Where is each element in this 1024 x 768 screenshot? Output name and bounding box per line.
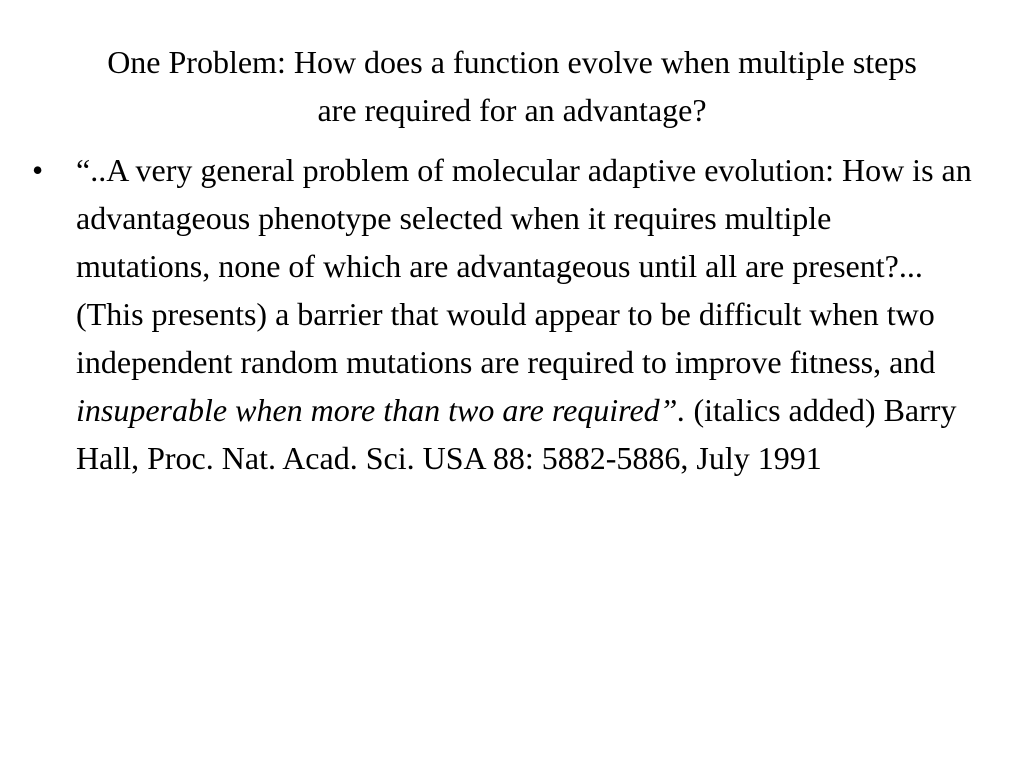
- slide-title: One Problem: How does a function evolve when multiple steps are required for an advantage?: [107, 44, 917, 128]
- bullet-text: [76, 152, 972, 476]
- bullet-item-quote: [32, 146, 972, 482]
- quote-text: “..A very general problem of molecular adaptive evolution: How is an advantageous phenotype selected when it requires multiple mutations, none of which are advantageous until all are present?... (This presents) a barrier that would appear to be difficult when two independent random mutations are required to improve fitness, and: [76, 152, 972, 380]
- citation-text: (italics added) Barry Hall, Proc. Nat. Acad. Sci. USA 88: 5882-5886, July 1991: [76, 392, 957, 476]
- bullet-marker: •: [32, 152, 44, 188]
- quote-italic-text: insuperable when more than two are required”.: [76, 392, 686, 428]
- bullet-list: [32, 146, 972, 482]
